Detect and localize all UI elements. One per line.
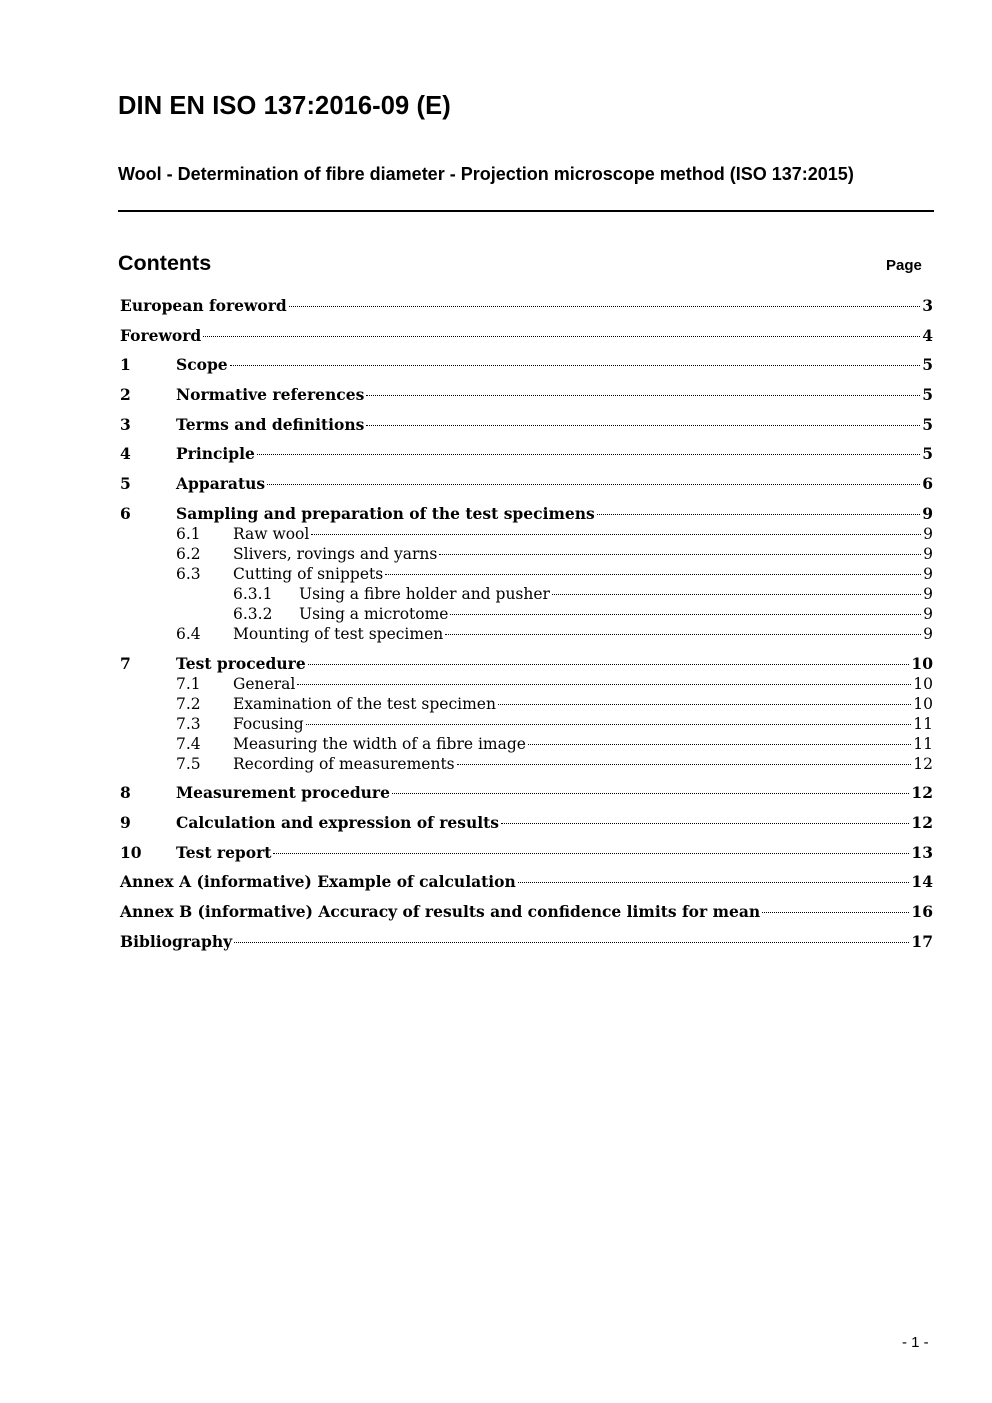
contents-heading: Contents	[118, 251, 212, 275]
toc-entry-title: Apparatus	[176, 474, 266, 494]
toc-entry-page: 9	[923, 624, 933, 643]
toc-leader	[273, 853, 909, 854]
page-column-heading: Page	[886, 257, 922, 274]
toc-entry-page: 9	[923, 524, 933, 543]
toc-entry-number: 6.3	[176, 564, 201, 583]
toc-entry-title: Normative references	[176, 385, 365, 405]
toc-leader	[230, 365, 921, 366]
toc-entry-8[interactable]	[120, 783, 933, 803]
toc-entry-6-4[interactable]	[120, 624, 933, 644]
toc-leader	[297, 684, 911, 685]
toc-entry-number: 10	[120, 842, 142, 862]
toc-entry-6-3-1[interactable]	[120, 584, 933, 604]
toc-entry-6-3-2[interactable]	[120, 604, 933, 624]
document-subtitle: Wool - Determination of fibre diameter - Projection microscope method (ISO 137:2015)	[118, 164, 854, 184]
toc-leader	[257, 454, 920, 455]
toc-entry-bibliography[interactable]	[120, 932, 933, 952]
document-title: DIN EN ISO 137:2016-09 (E)	[118, 92, 451, 120]
page-number: - 1 -	[902, 1334, 929, 1351]
toc-entry-title: General	[233, 674, 296, 693]
toc-entry-page: 11	[913, 714, 933, 733]
toc-leader	[267, 484, 920, 485]
toc-entry-number: 7.1	[176, 674, 201, 693]
toc-entry-number: 7.5	[176, 754, 201, 773]
toc-entry-number: 6	[120, 503, 131, 523]
toc-entry-page: 5	[922, 355, 933, 375]
toc-entry-6-3[interactable]	[120, 564, 933, 584]
toc-leader	[439, 554, 921, 555]
toc-entry-number: 8	[120, 783, 131, 803]
toc-entry-page: 9	[923, 604, 933, 623]
toc-leader	[450, 614, 921, 615]
toc-entry-3[interactable]	[120, 415, 933, 435]
toc-entry-page: 11	[913, 734, 933, 753]
toc-entry-title: Bibliography	[120, 931, 233, 951]
toc-entry-page: 12	[911, 812, 933, 832]
toc-entry-title: Measurement procedure	[176, 783, 390, 803]
toc-entry-title: Principle	[176, 444, 255, 464]
toc-entry-page: 12	[913, 754, 933, 773]
toc-entry-number: 5	[120, 474, 131, 494]
toc-entry-7-3[interactable]	[120, 714, 933, 734]
toc-entry-number: 6.3.1	[233, 584, 273, 603]
toc-entry-title: Scope	[176, 355, 228, 375]
toc-entry-title: Cutting of snippets	[233, 564, 384, 583]
toc-entry-10[interactable]	[120, 843, 933, 863]
toc-leader	[501, 823, 909, 824]
toc-entry-number: 6.1	[176, 524, 201, 543]
toc-leader	[366, 425, 920, 426]
toc-entry-page: 5	[922, 444, 933, 464]
toc-entry-title: Measuring the width of a fibre image	[233, 734, 526, 753]
toc-entry-7[interactable]	[120, 654, 933, 674]
toc-leader	[385, 574, 921, 575]
toc-entry-7-1[interactable]	[120, 674, 933, 694]
toc-entry-page: 4	[922, 325, 933, 345]
toc-entry-page: 9	[923, 564, 933, 583]
toc-entry-title: Mounting of test specimen	[233, 624, 444, 643]
toc-entry-number: 1	[120, 355, 131, 375]
toc-leader	[306, 724, 912, 725]
toc-entry-5[interactable]	[120, 474, 933, 494]
toc-entry-title: Slivers, rovings and yarns	[233, 544, 438, 563]
toc-entry-1[interactable]	[120, 355, 933, 375]
toc-entry-number: 7.2	[176, 694, 201, 713]
toc-entry-page: 6	[922, 474, 933, 494]
toc-entry-title: European foreword	[120, 296, 287, 315]
toc-leader	[597, 514, 920, 515]
toc-leader	[498, 704, 911, 705]
toc-entry-title: Annex A (informative) Example of calculation	[120, 872, 516, 892]
toc-entry-annex-b[interactable]	[120, 902, 933, 922]
toc-entry-page: 12	[911, 783, 933, 803]
toc-leader	[518, 882, 910, 883]
toc-leader	[234, 942, 909, 943]
toc-leader	[762, 912, 909, 913]
toc-entry-number: 7	[120, 653, 131, 673]
toc-entry-number: 7.4	[176, 734, 201, 753]
toc-leader	[308, 664, 910, 665]
toc-entry-annex-a[interactable]	[120, 872, 933, 892]
toc-entry-number: 6.2	[176, 544, 201, 563]
toc-entry-number: 6.4	[176, 624, 201, 643]
toc-entry-page: 5	[922, 385, 933, 405]
toc-entry-title: Focusing	[233, 714, 304, 733]
toc-entry-title: Recording of measurements	[233, 754, 455, 773]
toc-entry-title: Examination of the test specimen	[233, 694, 496, 713]
toc-leader	[552, 594, 921, 595]
toc-entry-foreword[interactable]	[120, 326, 933, 346]
toc-entry-page: 9	[923, 544, 933, 563]
toc-leader	[366, 395, 920, 396]
title-divider	[118, 210, 934, 212]
toc-entry-9[interactable]	[120, 813, 933, 833]
toc-entry-2[interactable]	[120, 385, 933, 405]
toc-leader	[289, 306, 920, 307]
toc-entry-page: 10	[911, 653, 933, 673]
toc-entry-page: 9	[923, 584, 933, 603]
toc-leader	[528, 744, 911, 745]
toc-entry-title: Sampling and preparation of the test specimens	[176, 503, 595, 523]
toc-entry-4[interactable]	[120, 444, 933, 464]
toc-entry-title: Using a microtome	[299, 604, 449, 623]
toc-entry-7-5[interactable]	[120, 754, 933, 774]
toc-leader	[203, 336, 920, 337]
toc-entry-title: Raw wool	[233, 524, 310, 543]
toc-entry-6-1[interactable]	[120, 524, 933, 544]
toc-entry-7-2[interactable]	[120, 694, 933, 714]
toc-entry-title: Calculation and expression of results	[176, 812, 500, 832]
toc-entry-6[interactable]	[120, 504, 933, 524]
toc-entry-number: 6.3.2	[233, 604, 273, 623]
toc-entry-page: 3	[922, 296, 933, 315]
toc-entry-page: 17	[911, 931, 933, 951]
toc-leader	[445, 634, 921, 635]
toc-leader	[392, 793, 909, 794]
toc-entry-page: 16	[911, 901, 933, 921]
toc-leader	[457, 764, 912, 765]
toc-entry-page: 10	[913, 674, 933, 693]
table-of-contents	[120, 296, 933, 952]
toc-entry-page: 5	[922, 414, 933, 434]
toc-entry-page: 14	[911, 872, 933, 892]
toc-entry-page: 13	[911, 842, 933, 862]
toc-entry-title: Annex B (informative) Accuracy of results and confidence limits for mean	[120, 901, 761, 921]
toc-leader	[311, 534, 921, 535]
toc-entry-title: Using a fibre holder and pusher	[299, 584, 550, 603]
toc-entry-number: 4	[120, 444, 131, 464]
toc-entry-page: 9	[922, 503, 933, 523]
toc-entry-title: Test procedure	[176, 653, 306, 673]
toc-entry-title: Terms and definitions	[176, 414, 365, 434]
toc-entry-number: 7.3	[176, 714, 201, 733]
toc-entry-number: 3	[120, 414, 131, 434]
toc-entry-title: Foreword	[120, 325, 202, 345]
toc-entry-title: Test report	[176, 842, 272, 862]
toc-entry-number: 9	[120, 812, 131, 832]
toc-entry-7-4[interactable]	[120, 734, 933, 754]
toc-entry-6-2[interactable]	[120, 544, 933, 564]
toc-entry-page: 10	[913, 694, 933, 713]
toc-entry-european-foreword[interactable]	[120, 296, 933, 316]
toc-entry-number: 2	[120, 385, 131, 405]
